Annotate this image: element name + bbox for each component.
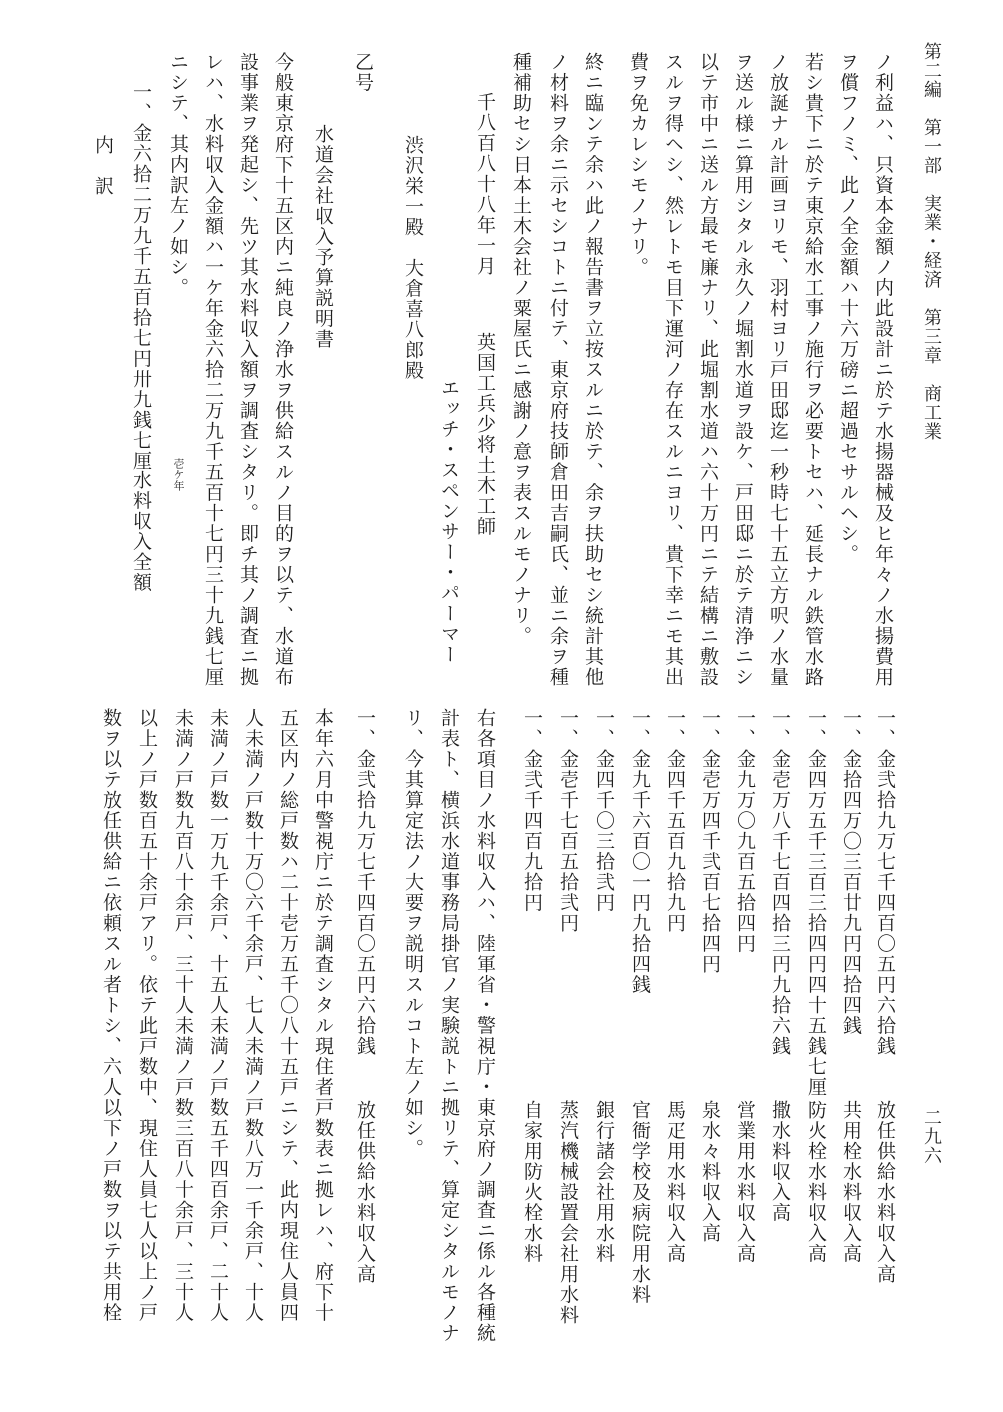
body-line: ヲ送ル様ニ算用シタル永久ノ堀割水道ヲ設ケ、戸田邸ニ於テ清浄ニシ [732,52,754,688]
body-line: 以テ市中ニ送ル方最モ廉ナリ、此堀割水道ハ六十万円ニテ結構ニ敷設 [697,52,719,688]
item-label: 官衙学校及病院用水料 [629,1100,651,1305]
item-amount: 一、金拾四万〇三百廿九円四拾四銭 [840,708,862,1036]
item-label: 放任供給水料収入高 [874,1100,896,1285]
item-label: 馬疋用水料収入高 [664,1100,686,1264]
signer-name: エッチ・スペンサー・パーマー [438,378,460,665]
signer-title: 英国工兵少将土木工師 [474,332,496,537]
body-line: スルヲ得ヘシ、然レトモ目下運河ノ存在スルニヨリ、貴下幸ニモ其出 [662,52,684,688]
item-amount: 一、金弐拾九万七千四百〇五円六拾銭 [354,708,376,1057]
body-line: 人未満ノ戸数十万〇六千余戸、七人未満ノ戸数八万一千余戸、十人 [242,708,264,1323]
total-amount: 一、金六拾二万九千五百拾七円卅九銭七厘 [130,82,152,472]
body-line: 費ヲ免カレシモノナリ。 [627,52,649,278]
body-line: 本年六月中警視庁ニ於テ調査シタル現住者戸数表ニ拠レハ、府下十 [312,708,334,1323]
section-otsu: 乙号 [352,52,374,93]
body-line: 五区内ノ総戸数ハ二十壱万五千〇八十五戸ニシテ、此内現住人員四 [277,708,299,1323]
item-amount: 一、金壱万八千七百四拾三円九拾六銭 [769,708,791,1057]
body-line: 種補助セシ日本土木会社ノ粟屋氏ニ感謝ノ意ヲ表スルモノナリ。 [510,52,532,647]
item-amount: 一、金弐千四百九拾円 [521,708,543,913]
report-date: 千八百八十八年一月 [474,92,496,277]
item-label: 営業用水料収入高 [734,1100,756,1264]
body-line: 今般東京府下十五区内ニ純良ノ浄水ヲ供給スルノ目的ヲ以テ、水道布 [272,52,294,688]
item-amount: 一、金壱千七百五拾弐円 [557,708,579,934]
item-amount: 一、金弐拾九万七千四百〇五円六拾銭 [874,708,896,1057]
body-line: 設事業ヲ発起シ、先ツ其水料収入額ヲ調査シタリ。即チ其ノ調査ニ拠 [237,52,259,688]
body-line: ノ利益ハ、只資本金額ノ内此設計ニ於テ水揚器械及ヒ年々ノ水揚費用 [872,52,894,688]
body-line: ヲ償フノミ、此ノ全金額ハ十六万磅ニ超過セサルヘシ。 [837,52,859,565]
body-line: 計表ト、横浜水道事務局掛官ノ実験説トニ拠リテ、算定シタルモノナ [438,708,460,1344]
body-line: ニシテ、其内訳左ノ如シ。 [167,52,189,298]
item-amount: 一、金九千六百〇一円九拾四銭 [629,708,651,995]
body-line: 終ニ臨ンテ余ハ此ノ報告書ヲ立按スルニ於テ、余ヲ扶助セシ統計其他 [582,52,604,688]
body-line: 以上ノ戸数百五十余戸アリ。依テ此戸数中、現住人員七人以上ノ戸 [136,708,158,1323]
page-number: 二九六 [921,1108,942,1165]
running-title: 第二編 第一部 実業・経済 第三章 商工業 [921,42,942,441]
item-amount: 一、金壱万四千弐百七拾四円 [699,708,721,975]
body-line: 未満ノ戸数九百八十余戸、三十人未満ノ戸数三百八十余戸、三十人 [172,708,194,1323]
body-line: リ、今其算定法ノ大要ヲ説明スルコト左ノ如シ。 [402,708,424,1159]
item-label: 共用栓水料収入高 [840,1100,862,1264]
body-line: 未満ノ戸数一万九千余戸、十五人未満ノ戸数五千四百余戸、二十人 [207,708,229,1323]
item-amount: 一、金四千五百九拾九円 [664,708,686,934]
body-line: ノ放誕ナル計画ヨリモ、羽村ヨリ戸田邸迄一秒時七十五立方呎ノ水量 [767,52,789,688]
body-line: レハ、水料収入金額ハ一ケ年金六拾二万九千五百十七円三十九銭七厘 [202,52,224,688]
doc-title: 水道会社収入予算説明書 [312,124,334,350]
item-label: 放任供給水料収入高 [354,1100,376,1285]
item-label: 撒水料収入高 [769,1100,791,1223]
item-label: 蒸汽機械設置会社用水料 [557,1100,579,1326]
body-line: ノ材料ヲ余ニ示セシコトニ付テ、東京府技師倉田吉嗣氏、並ニ余ヲ種 [547,52,569,688]
item-amount: 一、金九万〇九百五拾四円 [734,708,756,954]
body-line: 右各項目ノ水料収入ハ、陸軍省・警視庁・東京府ノ調査ニ係ル各種統 [474,708,496,1344]
uchiwake-heading: 内 訳 [92,135,114,197]
item-amount: 一、金四千〇三拾弐円 [593,708,615,913]
item-label: 銀行諸会社用水料 [593,1100,615,1264]
addressee: 渋沢栄一殿 大倉喜八郎殿 [402,135,424,381]
item-label: 泉水々料収入高 [699,1100,721,1244]
total-label: 水料収入全額 [130,470,152,593]
item-amount: 一、金四万五千三百三拾四円四十五銭七厘 [805,708,827,1098]
item-label: 自家用防火栓水料 [521,1100,543,1264]
body-line: 若シ貴下ニ於テ東京給水工事ノ施行ヲ必要トセハ、延長ナル鉄管水路 [802,52,824,688]
total-note: 壱ケ年 [172,458,185,491]
body-line: 数ヲ以テ放任供給ニ依頼スル者トシ、六人以下ノ戸数ヲ以テ共用栓 [100,708,122,1323]
item-label: 防火栓水料収入高 [805,1100,827,1264]
